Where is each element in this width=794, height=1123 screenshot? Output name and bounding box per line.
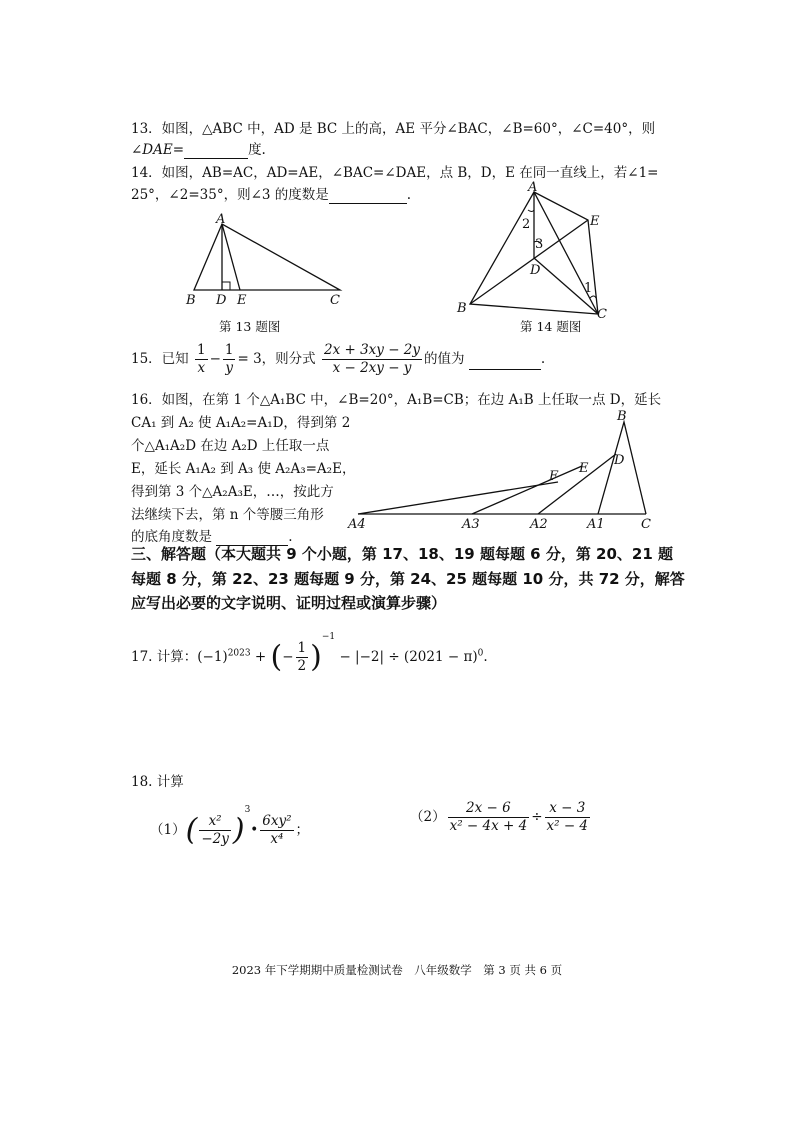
fig14-caption: 第 14 题图	[520, 319, 582, 334]
q17-half: $\frac{1}{2}$	[297, 640, 307, 674]
fig13-label-d: D	[216, 293, 227, 308]
q18-p1-exp: 3	[244, 805, 251, 815]
fig16-label-a2: A2	[530, 517, 548, 532]
segment-a3e	[472, 466, 582, 514]
q18-title: 18. 计算	[131, 774, 184, 790]
q16-line3: 个△A₁A₂D 在边 A₂D 上任取一点	[131, 438, 330, 454]
q17-rest: − |−2| ÷ (2021 − π)	[339, 649, 478, 665]
section3-line1: 三、解答题（本大题共 9 个小题，第 17、18、19 题每题 6 分，第 20、21 题	[131, 545, 674, 563]
q17-paren-left: (	[270, 639, 283, 675]
angle-2-mark	[528, 210, 534, 212]
q18-part1: （1）( $\frac{\text{x²}}{-2y}$ )$^3$• $\frac{\text{6xy²}}{\text{x⁴}}$ ；	[150, 805, 310, 848]
fig14-angle-1: 1	[584, 281, 593, 296]
segment-a4f	[358, 482, 558, 514]
q18-part2	[410, 800, 592, 835]
segment-a2d	[538, 454, 616, 514]
fig14-label-d: D	[530, 263, 541, 278]
fig16-label-a3: A3	[462, 517, 480, 532]
q14-line2	[131, 183, 411, 204]
q15-fraction-1: $\frac{1}{x}$	[196, 342, 206, 376]
q16-line1: 16．如图，在第 1 个△A₁BC 中，∠B=20°，A₁B=CB；在边 A₁B 上任取一点 D，延长	[131, 392, 662, 408]
q16-line2: CA₁ 到 A₂ 使 A₁A₂=A₁D，得到第 2	[131, 415, 351, 431]
q17-paren-right: )	[310, 639, 322, 675]
fig14-label-e: E	[590, 214, 600, 229]
q18-p1-fraction2: $\frac{\text{6xy²}}{\text{x⁴}}$	[262, 813, 292, 847]
q13-line2	[131, 138, 266, 159]
q18-p1-label: （1）	[150, 822, 186, 838]
q17-exp1: 2023	[227, 648, 251, 659]
fig14-angle-2: 2	[522, 217, 531, 232]
q15-tail: 的值为	[424, 351, 465, 367]
q15-end: .	[540, 351, 546, 367]
q16-line5: 得到第 3 个△A₂A₃E，…，按此方	[131, 484, 334, 500]
q18-p1-fraction1: $\frac{\text{x²}}{-2y}$	[201, 813, 229, 847]
fig14-angle-3: 3	[535, 237, 544, 252]
fig14-label-a: A	[528, 180, 538, 195]
q18-p2-fraction2: $\frac{x - 3}{\text{x² − 4}}$	[546, 800, 589, 834]
fig13-caption: 第 13 题图	[219, 319, 281, 334]
figure-13	[180, 208, 360, 308]
fig14-label-b: B	[457, 301, 467, 316]
q15-line	[131, 342, 545, 377]
q13-answer-blank	[184, 142, 248, 159]
fig16-label-c: C	[641, 517, 651, 532]
q15-minus: −	[209, 351, 221, 367]
page-footer: 2023 年下学期期中质量检测试卷 八年级数学 第 3 页 共 6 页	[231, 963, 563, 977]
q16-line6: 法继续下去，第 n 个等腰三角形	[131, 507, 324, 523]
fig16-label-d: D	[614, 453, 625, 468]
q16-line4: E，延长 A₁A₂ 到 A₃ 使 A₂A₃=A₂E，	[131, 461, 356, 477]
q18-dot: •	[250, 822, 259, 838]
q17-plus: +	[254, 649, 267, 665]
q17-line: 17. 计算：$(-1)^{2023}$ + (− $\frac{1}{2}$ )$^{-1} - |-2| \div (2021 - \pi)^0$.	[131, 632, 488, 675]
q14-text: 25°，∠2=35°，则∠3 的度数是	[131, 187, 329, 203]
fig14-label-c: C	[597, 307, 607, 320]
fig16-label-b: B	[617, 409, 627, 424]
q17-neg-exp: −1	[321, 632, 336, 642]
q13-line1: 13．如图，△ABC 中，AD 是 BC 上的高，AE 平分∠BAC，∠B=60°，∠C=40°，则	[131, 121, 656, 137]
q18-div: ÷	[531, 809, 543, 825]
fig16-label-f: F	[549, 469, 559, 484]
fig16-label-e: E	[579, 461, 589, 476]
q17-term1: (−1)	[197, 649, 228, 665]
figure-14	[452, 180, 622, 320]
fig13-label-e: E	[237, 293, 247, 308]
q15-eq: = 3，则分式	[237, 351, 316, 367]
q17-end: .	[483, 649, 488, 665]
q18-p2-label: （2）	[410, 809, 446, 825]
angle-1-mark	[590, 296, 596, 298]
q16-text: 的底角度数是	[131, 529, 212, 545]
q14-end: .	[406, 187, 412, 203]
q13-unit: 度.	[248, 142, 266, 158]
right-angle-mark	[222, 282, 230, 290]
q15-answer-blank	[469, 349, 541, 370]
q13-lead: ∠DAE=	[131, 142, 185, 158]
triangle-abc	[194, 224, 340, 290]
q14-answer-blank	[329, 187, 407, 204]
q16-end: .	[288, 529, 293, 545]
q17-lead: 17. 计算：	[131, 649, 198, 665]
figure-16	[346, 404, 666, 534]
bisector-ae	[222, 224, 240, 290]
triangle-a1bc	[598, 422, 646, 514]
q15-lead: 15．已知	[131, 351, 189, 367]
fig16-label-a1: A1	[587, 517, 605, 532]
q17-zero-exp: 0	[477, 648, 484, 659]
q15-fraction-3: $\frac{2x + 3xy - 2y}{x - 2xy - y}$	[323, 342, 421, 376]
section3-line3: 应写出必要的文字说明、证明过程或演算步骤）	[131, 594, 447, 612]
q15-fraction-2: $\frac{1}{y}$	[224, 342, 234, 376]
fig16-label-a4: A4	[348, 517, 366, 532]
fig13-label-c: C	[330, 293, 340, 308]
fig13-label-a: A	[216, 212, 226, 227]
q18-p1-end: ；	[295, 822, 310, 838]
q14-line1: 14．如图，AB=AC，AD=AE，∠BAC=∠DAE，点 B，D，E 在同一直线上，若∠1=	[131, 165, 659, 181]
section3-line2: 每题 8 分，第 22、23 题每题 9 分，第 24、25 题每题 10 分，共 72 分，解答	[131, 570, 685, 588]
fig13-label-b: B	[186, 293, 196, 308]
q18-p2-fraction1: $\frac{2x - 6}{\text{x² − 4x + 4}}$	[449, 800, 528, 834]
